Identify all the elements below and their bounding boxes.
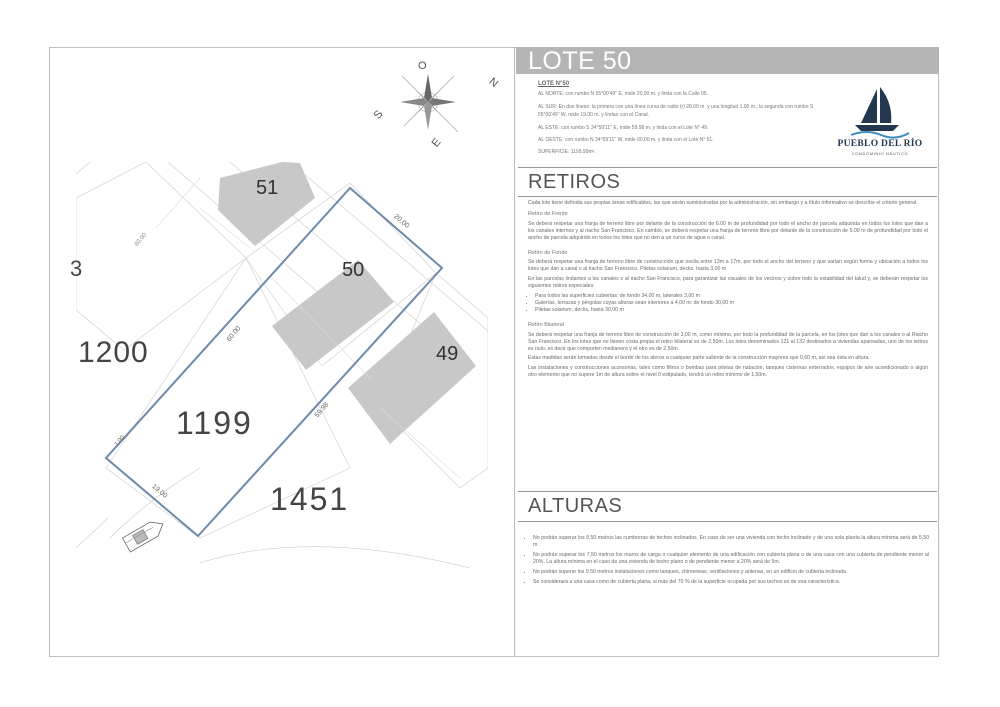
section-rule-retiros-bottom: [518, 196, 937, 197]
lot-partial-label: 3: [70, 256, 83, 281]
retiros-heading: RETIROS: [528, 171, 621, 193]
lot-title-bar: [516, 47, 939, 74]
fondo-list: [528, 293, 928, 314]
lot-area: SUPERFICIE: 1199,99m².: [538, 149, 596, 155]
compass-o-label: O: [418, 60, 427, 72]
fondo-text-2: En las parcelas lindantes a los canales o al riacho San Francisco, para garantizar las visuales de los vecinos y sobre todo la estabilidad del talud y, se deberán respetar los siguientes retiros especiales:: [528, 276, 928, 290]
lot-50-label: 50: [342, 259, 365, 281]
alturas-body: [524, 535, 929, 588]
info-panel: [516, 47, 939, 657]
frente-title: Retiro de Frente: [528, 210, 568, 217]
site-plan-drawing: [50, 48, 514, 656]
fondo-item: • Piletas solarium, decks, hasta 30,00 m: [535, 307, 928, 314]
fondo-title: Retiro de Fondo: [528, 249, 568, 256]
alturas-item: • No podrán superar los 8,50 metros las cumbreras de techos inclinados. En caso de ser una vivienda con techo inclinado y de una sola planta la altura mínima será de 5,50 m.: [533, 535, 929, 549]
frente-text: Se deberá respetar una franja de terreno libre por delante de la construcción de 6.00 m de profundidad por todo el ancho de parcela adquirida en todos los lotes que dan a los canales internos y al riacho San Francisco. En cambio, se deberá respetar una franja de terreno libre por delante de la construcción de 5.00 m de profundidad por todo el ancho de parcela adquirido en todos los lotes que no den a un curso de agua o canal.: [528, 220, 928, 241]
bilateral-text-3: Las instalaciones y construcciones accesorias, tales como filtros o bombas para piletas de natación, tanques cisternas enterrados, equipos de aire acondicionado o algún otro elemento que no supere 1m de altura sobre el nivel 0 estipulado, tendrá un retiro mínimo de 1,50m.: [528, 365, 928, 379]
dim-bottom: 19.00: [150, 483, 169, 500]
fondo-item: • Galerías, terrazas y pérgolas cuyas alturas sean interiores a 4,00 m: de fondo 30,00 m: [535, 300, 928, 307]
compass-s-label: S: [371, 108, 386, 122]
alturas-list: [524, 535, 929, 585]
fondo-text-1: Se deberá respetar una franja de terreno libre de construcción que oscila entre 13m a 17m, por todo el ancho del terreno y que varían según forma y ubicación a todos los lotes que dan a canal o al riacho San Francisco. Piletas solarium, decks, hasta 3,00 m: [528, 259, 928, 273]
boat-icon: [122, 517, 166, 552]
dim-corner: 1.00: [113, 434, 127, 448]
alturas-item: • Se considerará a una casa como de cubierta plana, si más del 70 % de la superficie ocupada por sus techos es de esa característica.: [533, 579, 929, 586]
site-plan: [50, 48, 514, 656]
lot-north: AL NORTE: con rumbo N 55°00'49'' E, mide 20.00 m. y linda con la Calle 05.: [538, 91, 708, 97]
bilateral-text-2: Estas medidas serán tomadas desde el borde de los aleros a cualquier parte saliente de la construcción mayores que 0,60 m, así sea ésta en altura.: [528, 355, 870, 362]
lot-east: AL ESTE: con rumbo S 34°59'11'' E, mide 59.98 m. y linda con el Lote N° 49.: [538, 125, 709, 131]
lot-1451-label: 1451: [270, 481, 350, 517]
lot-title: LOTE 50: [528, 47, 632, 75]
alturas-item: • No podrán superar los 7,50 metros los muros de carga o cualquier elemento de una edificación con cubierta plana o de una casa con una cubierta de pendiente menor al 20%. La altura mínima en el caso de una vivienda de techo plano o de pendiente menor a 20% será de 5m.: [533, 552, 929, 566]
lot-49-label: 49: [436, 343, 459, 365]
lot-1200-label: 1200: [78, 336, 149, 369]
section-rule-alturas-bottom: [518, 521, 937, 522]
fondo-item: • Para todos las superficies cubiertas: de fondo 34,00 m, laterales 3,00 m: [535, 293, 928, 300]
lot-subtitle: LOTE N°50: [538, 81, 570, 87]
alturas-item: • No podrán superar los 9.50 metros instalaciones como tanques, chimeneas, ventilaciones y antenas, en un edificio de cubierta inclinada.: [533, 569, 929, 576]
lot-51-label: 51: [256, 177, 279, 199]
lot-south: AL SUR: En dos líneas: la primera con una línea curva de radio (r) 28.00 m. y una longitud 1.00 m.; la segunda con rumbo S 55°00'49'' W, mide 19.00 m. y lindan con el Canal.: [538, 104, 814, 118]
dim-top: 20.00: [392, 213, 411, 230]
dim-right: 59.98: [313, 401, 331, 420]
dim-left: 60.00: [225, 325, 243, 344]
lot-1199-label: 1199: [176, 405, 253, 441]
page-divider: [514, 47, 515, 657]
retiros-body: [528, 200, 928, 382]
compass-n-label: N: [486, 75, 501, 90]
dim-neighbor-left: 60.00: [133, 232, 149, 248]
bilateral-title: Retiro Bilateral: [528, 321, 565, 328]
alturas-heading: ALTURAS: [528, 495, 623, 517]
section-rule-retiros: [518, 167, 937, 168]
bilateral-text-1: Se deberá respetar una franja de terreno libre de construcción de 3,00 m, como mínimo, por todo la profundidad de la parcela, en los lotes que dan a los canales o al Riacho San Francisco. En los lotes que no tienen costa propia el retiro bilateral es de 2,50m. Los lotes denominados 121 al 132 destinados a viviendas apareadas, uno de los retiros es nulo, es decir que comporten medianera y el otro es de 2,50m.: [528, 331, 928, 352]
compass-rose-icon: [400, 74, 458, 132]
compass-e-label: E: [429, 136, 444, 150]
brand-tagline: CONDOMINIO NÁUTICO: [851, 151, 909, 156]
section-rule-alturas: [518, 491, 937, 492]
brand-name: PUEBLO DEL RÍO: [837, 139, 923, 149]
retiros-intro: Cada lote tiene definida sus propias áreas edificables, las que serán suministradas por la administración, sin embargo y a título informativo se describe el criterio general.: [528, 200, 918, 206]
lot-west: AL OESTE: con rumbo N 34°59'11'' W, mide 60.00 m. y linda con el Lote N° 51.: [538, 137, 714, 143]
